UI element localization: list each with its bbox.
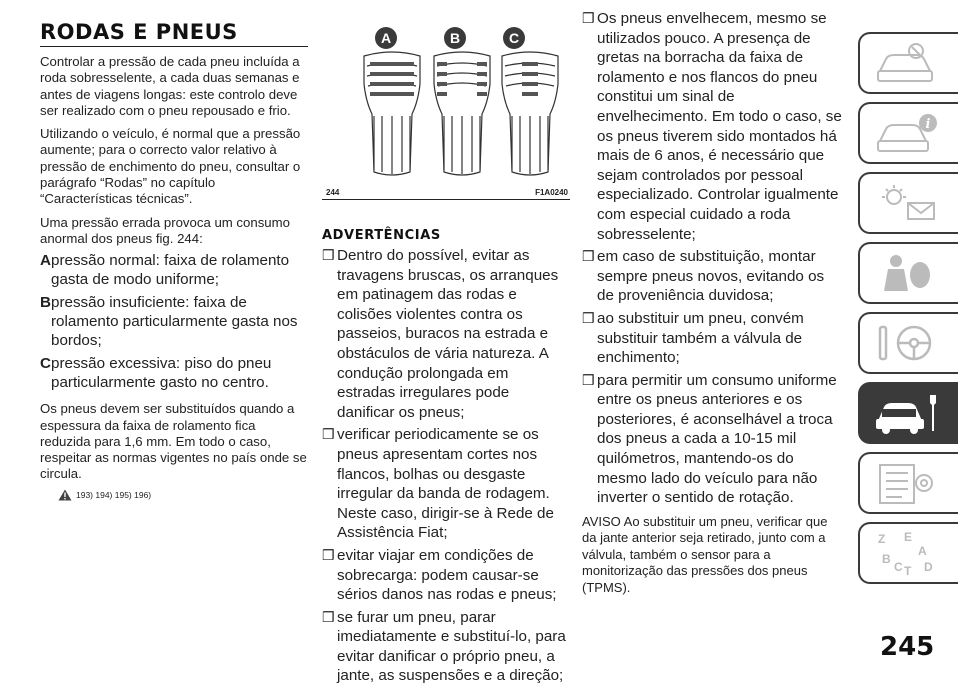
paragraph-wrong-pressure: Uma pressão errada provoca um consumo anormal dos pneus fig. 244: [40,214,290,246]
warning-bullet-text: evitar viajar em condições de sobrecarga: podem causar-se sérios danos nas rodas e pneus; [337,546,557,604]
bullet-box-icon: ❒ [582,248,595,265]
tab-maintenance[interactable] [858,382,958,444]
figure-code: F1A0240 [535,188,568,197]
tab-technical-data[interactable] [858,452,958,514]
car-info-icon [874,111,944,157]
warnings-heading: ADVERTÊNCIAS [322,228,441,243]
warning-bullet [322,425,570,543]
warning-bullet [582,371,842,508]
car-dashboard-icon [874,41,944,87]
car-service-wrench-icon [874,391,944,437]
tire-wear-illustration [322,22,570,186]
svg-text:B: B [882,552,891,566]
wear-item-b [40,293,308,350]
section-title: RODAS E PNEUS [40,20,308,47]
warning-note-refs: 193) 194) 195) 196) [76,489,152,500]
warning-bullet [582,247,842,306]
bullet-box-icon: ❒ [582,10,595,26]
warning-bullet-text: Dentro do possível, evitar as travagens bruscas, os arranques em patinagem das rodas e colisões violentes contra os passeios, buracos na estrada e obstáculos de vária natureza. A condução prolongada em estradas irregulares pode danificar os pneus; [337,247,559,421]
paragraph-pressure-increase: Utilizando o veículo, é normal que a pressão aumente; para o correcto valor relativo à pressão de enchimento do pneu, consultar o parágrafo “Rodas” no capítulo “Características técnicas”. [40,126,301,207]
figure-caption-row [322,188,570,200]
tab-car-info[interactable] [858,102,958,164]
paragraph-pressure-check: Controlar a pressão de cada pneu incluída a roda sobresselente, a cada duas semanas e antes de viagens longas: este controlo deve ser realizado com o pneu repousado e frio. [40,54,300,118]
bullet-box-icon: ❒ [322,426,335,443]
svg-text:i: i [925,117,931,132]
svg-text:Z: Z [878,532,886,546]
wear-item-letter: C [40,355,51,373]
chapter-tabs [858,32,958,592]
bullet-box-icon: ❒ [322,608,335,625]
wear-item-text: pressão normal: faixa de rolamento gasta de modo uniforme; [51,252,290,289]
wear-item-text: pressão insuficiente: faixa de rolamento particularmente gasta nos bordos; [51,294,298,350]
tab-starting-driving[interactable] [858,312,958,374]
figure-label-c [503,27,525,49]
right-column [582,6,842,596]
figure-label-b [444,27,466,49]
warning-bullet-text: ao substituir um pneu, convém substituir também a válvula de enchimento; [597,309,804,367]
wear-item-c [40,354,308,392]
alphabetical-index-icon [874,531,944,577]
bullet-box-icon: ❒ [582,309,595,326]
wear-item-a [40,251,308,289]
page-number: 245 [880,632,935,662]
svg-text:B: B [449,30,461,46]
wear-item-letter: A [40,252,51,270]
figure-label-a [375,27,397,49]
wear-item-text: pressão excessiva: piso do pneu particularmente gasto no centro. [51,355,272,392]
svg-text:D: D [924,560,933,574]
bullet-box-icon: ❒ [322,247,335,263]
warning-lights-icon [874,181,944,227]
warning-notes [58,489,308,501]
bullet-box-icon: ❒ [582,371,595,388]
warning-bullet-text: em caso de substituição, montar sempre pneus novos, evitando os de proveniência duvidosa; [597,248,825,305]
svg-text:A: A [918,544,927,558]
steering-wheel-icon [874,321,944,367]
wear-item-letter: B [40,294,51,312]
tab-safety[interactable] [858,242,958,304]
warning-bullet [582,9,842,244]
svg-text:T: T [904,564,912,577]
tab-index[interactable] [858,522,958,584]
tire-wear-figure [322,22,570,202]
technical-data-icon [874,461,944,507]
svg-text:A: A [380,30,392,46]
paragraph-replacement: Os pneus devem ser substituídos quando a espessura da faixa de rolamento fica reduzida para 1,6 mm. Em todo o caso, respeitar as normas vigentes no país onde se circula. [40,401,307,482]
warning-bullet-text: verificar periodicamente se os pneus apresentam cortes nos flancos, bolhas ou desgaste irregular da banda de rodagem. Neste caso, dirigir-se à Rede de Assistência Fiat; [337,426,554,542]
warning-bullet-text: Os pneus envelhecem, mesmo se utilizados pouco. A presença de gretas na borracha da faixa de rolamento e nos flancos do pneu constitui um sinal de envelhecimento. Em todo o caso, se os pneus tiverem sido montados há mais de 6 anos, é necessário que sejam controlados por pessoal especializado. Controlar igualmente com especial cuidado a roda sobresselente; [597,10,842,243]
svg-text:E: E [904,531,913,544]
warning-triangle-icon [58,489,72,501]
tpms-notice: AVISO Ao substituir um pneu, verificar que da jante anterior seja retirado, junto com a válvula, também o sensor para a monitorização das pressões dos pneus (TPMS). [582,513,828,595]
warning-bullet [582,309,842,368]
svg-text:C: C [894,560,903,574]
svg-text:C: C [508,30,520,46]
figure-number: 244 [326,188,340,197]
airbag-person-icon [874,251,944,297]
warning-bullet [322,546,570,605]
bullet-box-icon: ❒ [322,546,335,563]
middle-column [322,0,570,686]
tab-dashboard[interactable] [858,32,958,94]
warning-bullet [322,608,570,686]
warning-bullet [322,246,570,422]
left-column [40,0,308,501]
warning-bullet-text: se furar um pneu, parar imediatamente e substituí-lo, para evitar danificar o próprio pneu, a jante, as suspensões e a direção; [337,608,566,685]
warning-bullet-text: para permitir um consumo uniforme entre os pneus anteriores e os posteriores, é aconselhável a troca dos pneus a cada a 10-15 mil quilómetros, mantendo-os do mesmo lado do veículo para não inverter o sentido de rotação. [597,371,837,507]
tab-warning-lights[interactable] [858,172,958,234]
